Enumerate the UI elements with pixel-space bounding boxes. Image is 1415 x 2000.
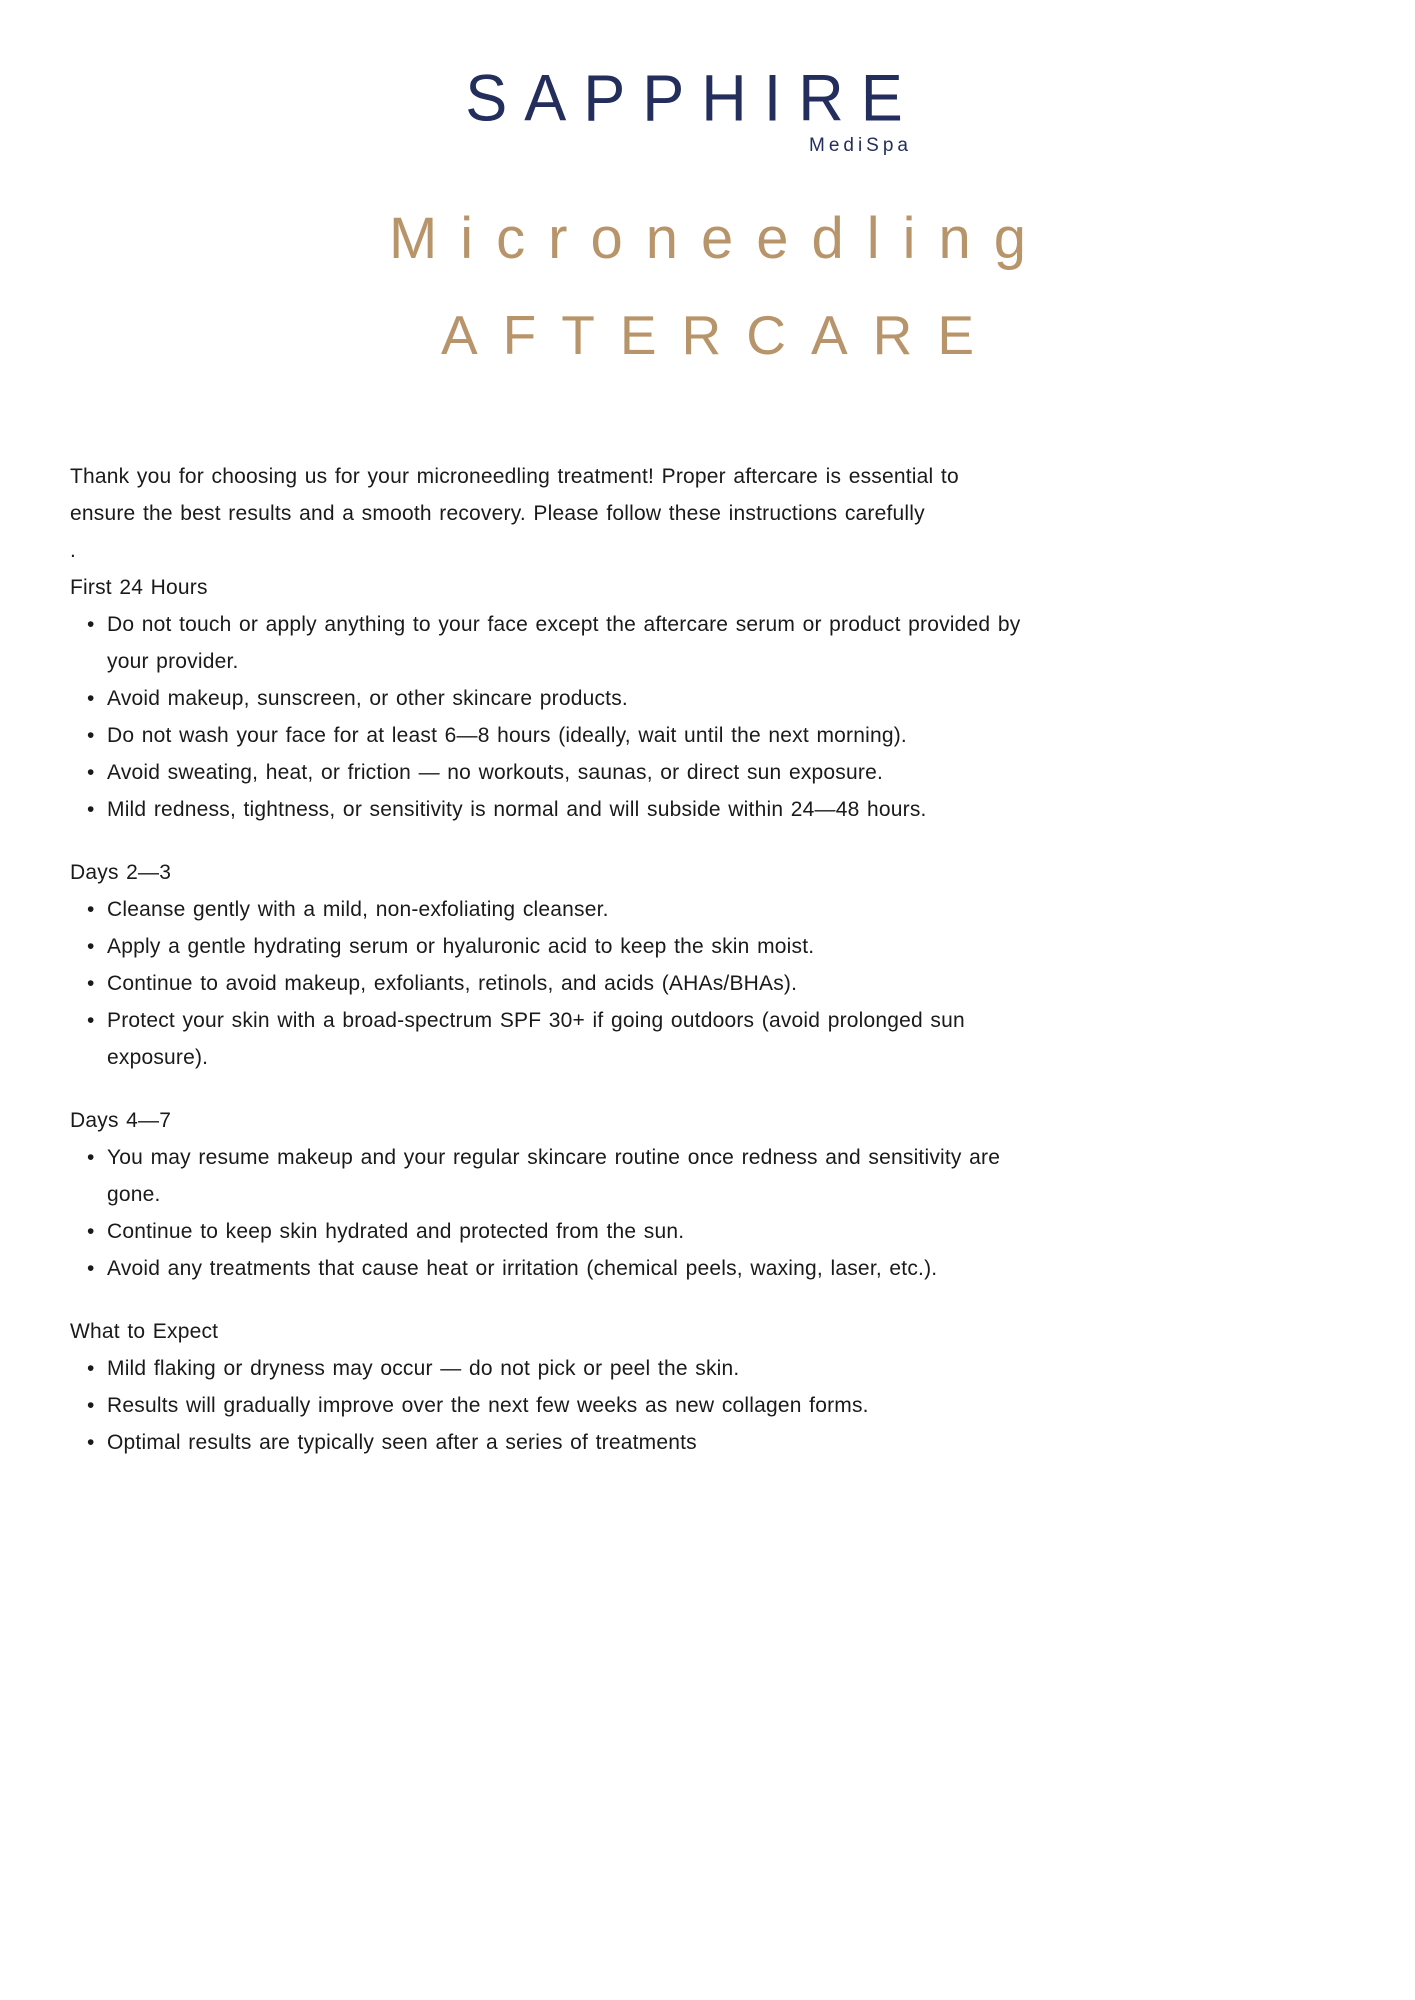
bullet-item: • Cleanse gently with a mild, non-exfoliating cleanser. [70,891,1028,928]
bullet-item: • Continue to avoid makeup, exfoliants, retinols, and acids (AHAs/BHAs). [70,965,1028,1002]
bullet-item: • Apply a gentle hydrating serum or hyaluronic acid to keep the skin moist. [70,928,1028,965]
logo-tagline: MediSpa [809,135,912,156]
care-section [70,1102,1028,1287]
section-bullets [70,891,1028,1076]
bullet-item: • Protect your skin with a broad-spectrum SPF 30+ if going outdoors (avoid prolonged sun exposure). [70,1002,1028,1076]
intro-paragraph: Thank you for choosing us for your microneedling treatment! Proper aftercare is essential to ensure the best results and a smooth recovery. Please follow these instructions carefully [70,465,959,525]
bullet-item: • Do not touch or apply anything to your face except the aftercare serum or product provided by your provider. [70,606,1028,680]
section-heading: First 24 Hours [70,576,208,599]
care-section [70,569,1028,828]
bullet-item: • Mild flaking or dryness may occur — do not pick or peel the skin. [70,1350,1028,1387]
intro-trailing-period: . [70,539,77,562]
bullet-item: • Results will gradually improve over the next few weeks as new collagen forms. [70,1387,1028,1424]
bullet-item: • Do not wash your face for at least 6—8 hours (ideally, wait until the next morning). [70,717,1028,754]
care-section [70,854,1028,1076]
brand-logo [460,61,920,157]
section-heading: What to Expect [70,1320,219,1343]
bullet-item: • You may resume makeup and your regular skincare routine once redness and sensitivity are gone. [70,1139,1028,1213]
bullet-item: • Avoid any treatments that cause heat or irritation (chemical peels, waxing, laser, etc.). [70,1250,1028,1287]
title-line-2: AFTERCARE [440,304,1000,367]
sections [70,569,1028,1461]
document-body [70,458,1028,1461]
bullet-item: • Avoid sweating, heat, or friction — no workouts, saunas, or direct sun exposure. [70,754,1028,791]
bullet-item: • Mild redness, tightness, or sensitivity is normal and will subside within 24—48 hours. [70,791,1028,828]
section-bullets [70,606,1028,828]
bullet-item: • Optimal results are typically seen after a series of treatments [70,1424,1028,1461]
logo-wordmark: SAPPHIRE [465,61,920,136]
title-line-1: Microneedling [388,206,1050,271]
bullet-item: • Avoid makeup, sunscreen, or other skincare products. [70,680,1028,717]
bullet-item: • Continue to keep skin hydrated and protected from the sun. [70,1213,1028,1250]
section-heading: Days 2—3 [70,861,172,884]
section-heading: Days 4—7 [70,1109,172,1132]
section-bullets [70,1139,1028,1287]
document-title [0,205,1415,366]
section-bullets [70,1350,1028,1461]
care-section [70,1313,1028,1461]
